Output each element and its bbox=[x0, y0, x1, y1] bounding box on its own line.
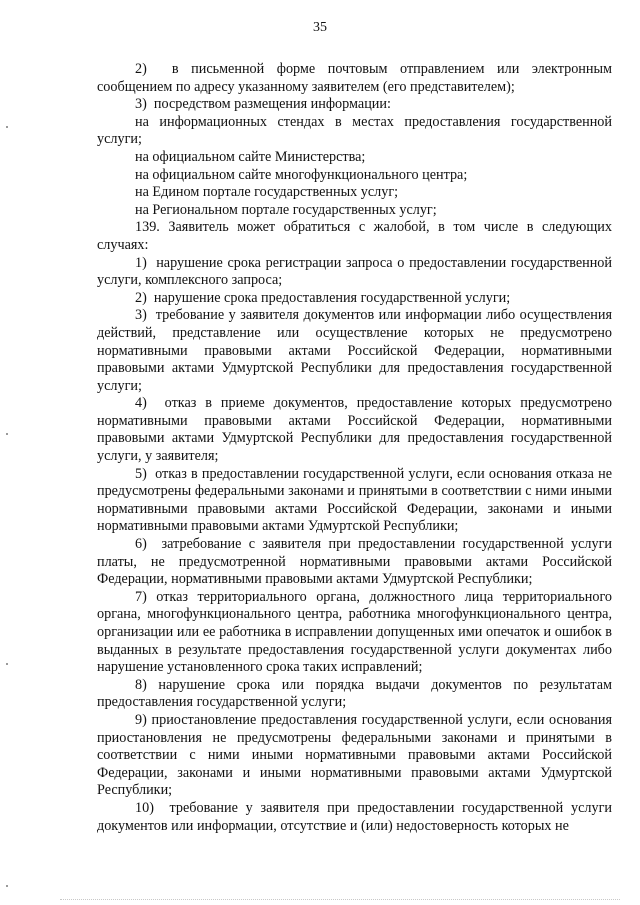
list-item-8: 8) нарушение срока или порядка выдачи документов по результатам предоставления государственной услуги; bbox=[97, 676, 612, 711]
scan-margin-dot bbox=[6, 885, 8, 887]
scan-margin-dot bbox=[6, 126, 8, 128]
list-item-1: 1) нарушение срока регистрации запроса о предоставлении государственной услуги, комплексного запроса; bbox=[97, 254, 612, 289]
paragraph-item-2: 2) в письменной форме почтовым отправлением или электронным сообщением по адресу указанному заявителем (его представителем); bbox=[97, 61, 612, 95]
document-body bbox=[97, 61, 612, 835]
paragraph-139: 139. Заявитель может обратиться с жалобой, в том числе в следующих случаях: bbox=[97, 219, 612, 253]
list-item-7: 7) отказ территориального органа, должностного лица территориального органа, многофункционального центра, работника многофункционального центра, организации или ее работника в исправлении допущенных ими опечаток и ошибок в выданных в результате предоставления государственной услуги документах либо нарушение установленного срока таких исправлений; bbox=[97, 588, 612, 676]
list-item-3: 3) требование у заявителя документов или информации либо осуществления действий, представление или осуществление которых не предусмотрено нормативными правовыми актами Российской Федерации, нормативными правовыми актами Удмуртской Республики для предоставления государственной услуги; bbox=[97, 307, 612, 394]
paragraph-mfc-site: на официальном сайте многофункционального центра; bbox=[135, 166, 468, 183]
list-item-5: 5) отказ в предоставлении государственной услуги, если основания отказа не предусмотрены федеральными законами и принятыми в соответствии с ними иными нормативными правовыми актами Российской Федерации, законами и иными нормативными правовыми актами Удмуртской Республики; bbox=[97, 465, 612, 535]
scan-footer-artifact bbox=[60, 899, 620, 901]
list-item-10: 10) требование у заявителя при предоставлении государственной услуги документов или информации, отсутствие и (или) недостоверность которых не bbox=[97, 799, 612, 834]
list-item-6: 6) затребование с заявителя при предоставлении государственной услуги платы, не предусмотренной нормативными правовыми актами Российской Федерации, нормативными правовыми актами Удмуртской Республики; bbox=[97, 536, 612, 588]
list-item-4: 4) отказ в приеме документов, предоставление которых предусмотрено нормативными правовыми актами Российской Федерации, нормативными правовыми актами Удмуртской Республики для предоставления государственной услуги, у заявителя; bbox=[97, 395, 612, 465]
paragraph-item-3: 3) посредством размещения информации: bbox=[135, 96, 391, 113]
page-number: 35 bbox=[313, 20, 327, 35]
paragraph-unified-portal: на Едином портале государственных услуг; bbox=[135, 184, 399, 201]
paragraph-regional-portal: на Региональном портале государственных услуг; bbox=[135, 201, 437, 218]
scan-margin-dot bbox=[6, 663, 8, 665]
paragraph-stands: на информационных стендах в местах предоставления государственной услуги; bbox=[97, 113, 612, 148]
list-item-9: 9) приостановление предоставления государственной услуги, если основания приостановления не предусмотрены федеральными законами и принятыми в соответствии с ними иными нормативными правовыми актами Российской Федерации, законами и иными нормативными правовыми актами Удмуртской Республики; bbox=[97, 711, 612, 799]
scan-margin-dot bbox=[6, 433, 8, 435]
paragraph-ministry-site: на официальном сайте Министерства; bbox=[135, 148, 366, 165]
list-item-2: 2) нарушение срока предоставления государственной услуги; bbox=[135, 289, 511, 306]
